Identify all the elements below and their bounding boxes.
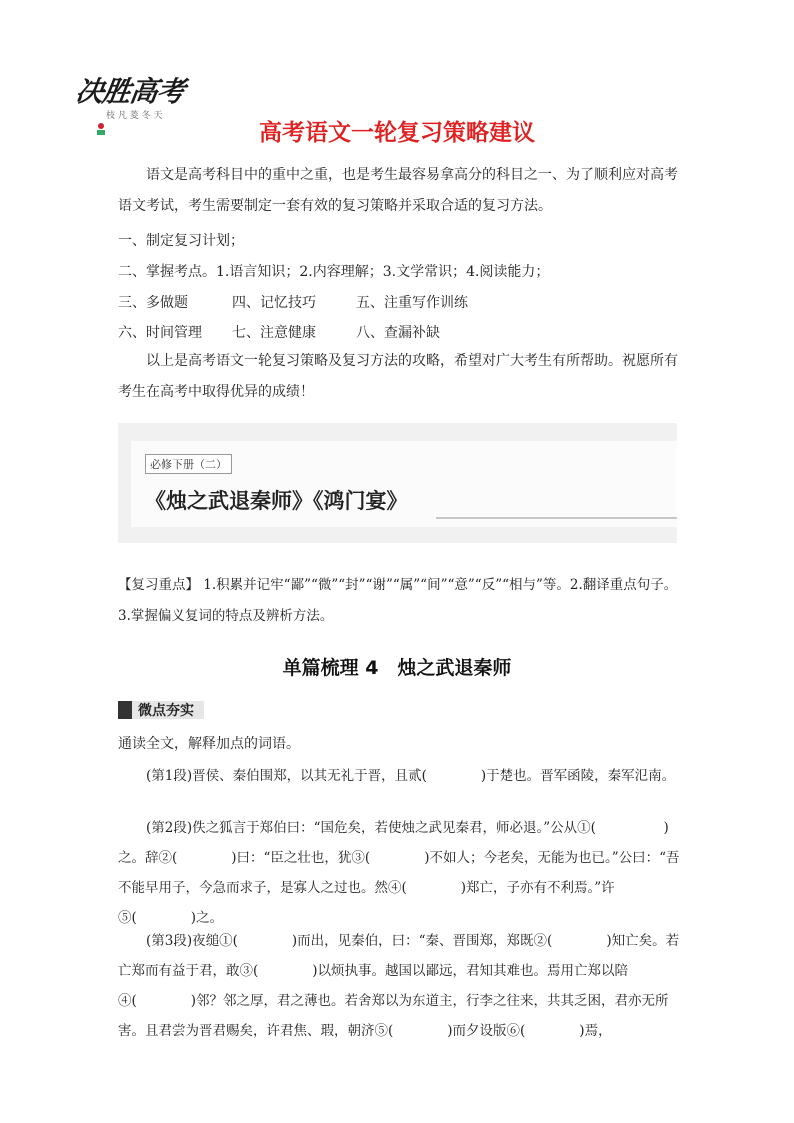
list-item-8: 八、查漏补缺 <box>356 325 440 341</box>
list-row-4 <box>118 322 440 342</box>
lesson-title: 《烛之武退秦师》《鸿门宴》 <box>145 489 408 513</box>
exercise-paragraph-3: (第3段)夜缒①( )而出，见秦伯，曰：“秦、晋围郑，郑既②( )知亡矣。若亡郑而有益于君，敢③( )以烦执事。越国以鄙远，君知其难也。焉用亡郑以陪④( )邻？邻之厚，君之薄也。若舍郑以为东道主，行李之往来，共其乏困，君亦无所害。且君尝为晋君赐矣，许君焦、瑕，朝济⑤( )而夕设版⑥( )焉， <box>118 933 680 1039</box>
closing-paragraph: 以上是高考语文一轮复习策略及复习方法的攻略，希望对广大考生有所帮助。祝愿所有考生在高考中取得优异的成绩！ <box>118 353 678 400</box>
exercise-paragraph-2: (第2段)佚之狐言于郑伯曰：“国危矣，若使烛之武见秦君，师必退。”公从①( )之。辞②( )曰：“臣之壮也，犹③( )不如人；今老矣，无能为也已。”公曰：“吾不能早用子，今急而求子，是寡人之过也。然④( )郑亡，子亦有不利焉。”许⑤( )之。 <box>118 820 680 926</box>
banner-divider <box>436 517 677 519</box>
list-item-2: 二、掌握考点。1.语言知识；2.内容理解；3.文学常识；4.阅读能力； <box>118 264 550 280</box>
list-item-6: 六、时间管理 <box>118 325 202 341</box>
subsection-label: 微点夯实 <box>138 703 194 719</box>
volume-tag: 必修下册（二） <box>145 454 232 474</box>
lesson-banner-card <box>131 441 677 527</box>
subsection-heading <box>118 700 208 720</box>
exercise-paragraph-1: (第1段)晋侯、秦伯围郑，以其无礼于晋，且贰( )于楚也。晋军函陵，秦军氾南。 <box>146 768 676 784</box>
lesson-banner <box>118 423 677 543</box>
list-item-7: 七、注意健康 <box>232 325 316 341</box>
bookmark-icon <box>118 701 132 719</box>
logo-subtext: 枝 凡 菱 冬 天 <box>106 111 163 121</box>
logo-text: 决胜高考 <box>73 75 187 108</box>
page-title: 高考语文一轮复习策略建议 <box>259 120 535 146</box>
list-item-4: 四、记忆技巧 <box>232 295 316 311</box>
intro-paragraph: 语文是高考科目中的重中之重，也是考生最容易拿高分的科目之一、为了顺利应对高考语文考试，考生需要制定一套有效的复习策略并采取合适的复习方法。 <box>118 167 678 214</box>
list-item-5: 五、注重写作训练 <box>356 295 468 311</box>
section-title: 单篇梳理 4 烛之武退秦师 <box>282 657 512 679</box>
review-key-points: 【复习重点】 1.积累并记牢“鄙”“微”“封”“谢”“属”“间”“意”“反”“相与”等。2.翻译重点句子。3.掌握偏义复词的特点及辨析方法。 <box>118 577 678 624</box>
instruction-text: 通读全文，解释加点的词语。 <box>118 736 300 752</box>
list-item-3: 三、多做题 <box>118 295 188 311</box>
list-row-3 <box>118 292 468 312</box>
list-item-1: 一、制定复习计划； <box>118 233 244 249</box>
